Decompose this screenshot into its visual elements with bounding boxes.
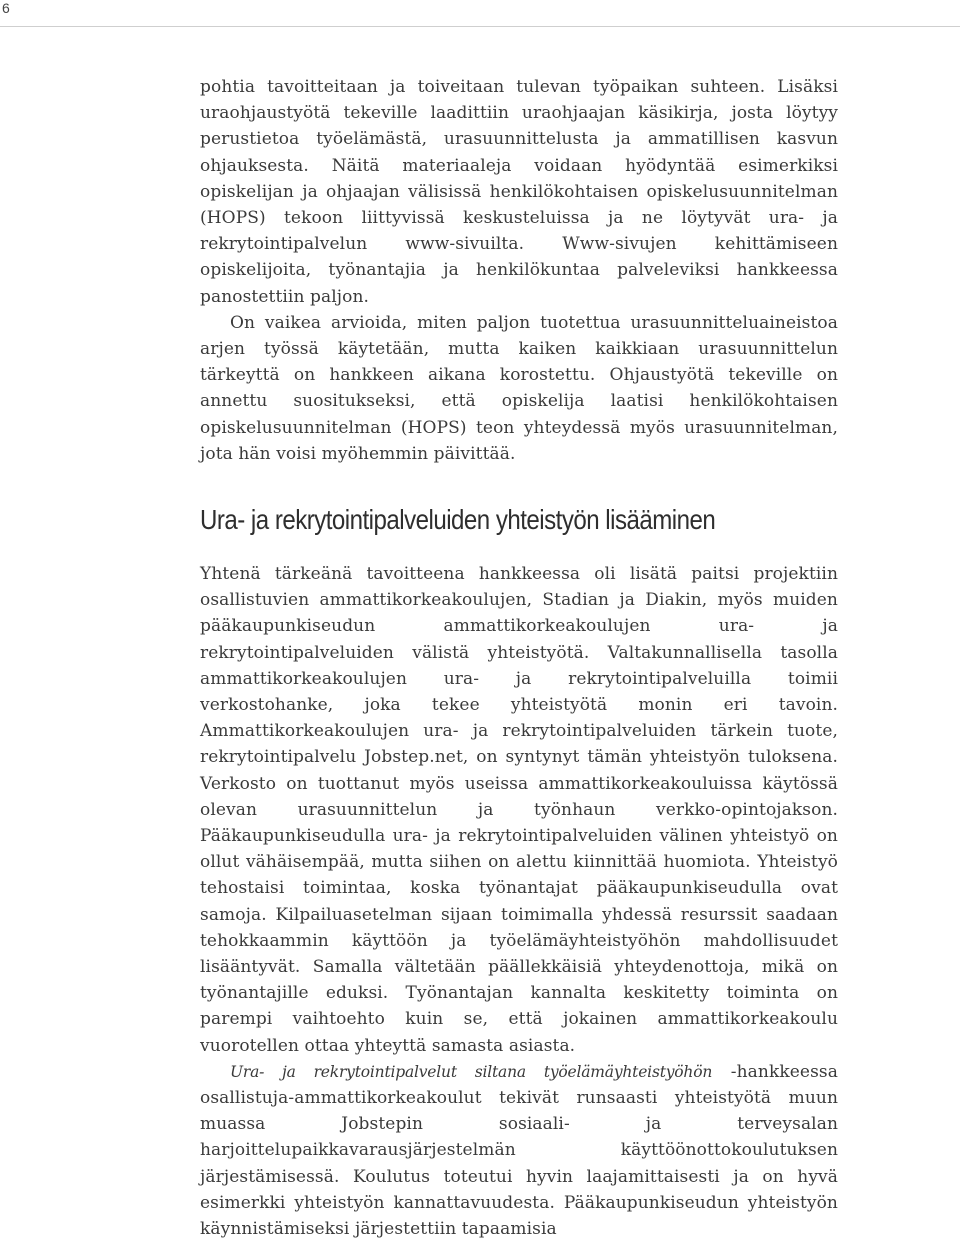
header-divider [0, 26, 960, 27]
intro-text-block [200, 74, 838, 467]
section-heading: Ura- ja rekrytointipalveluiden yhteistyön lisääminen [200, 504, 716, 535]
section-paragraph-2-text: -hankkeessa osallistuja-ammattikorkeakoulut tekivät runsaasti yhteistyötä muun muassa Jobstepin sosiaali- ja terveysalan harjoittelupaikkavarausjärjestelmän käyttöönottokoulutuksen järjestämisessä. Koulutus toteutui hyvin laajamittaisesti ja on hyvä esimerkki yhteistyön kannattavuudesta. Pääkaupunkiseudun yhteistyön käynnistämiseksi järjestettiin tapaamisia [200, 1061, 838, 1240]
section-text-block [200, 561, 838, 1242]
intro-paragraph-1: pohtia tavoitteitaan ja toiveitaan tulevan työpaikan suhteen. Lisäksi uraohjaustyötä tekeville laadittiin uraohjaajan käsikirja, josta löytyy perustietoa työelämästä, urasuunnittelusta ja ammatillisen kasvun ohjauksesta. Näitä materiaaleja voidaan hyödyntää esimerkiksi opiskelijan ja ohjaajan välisissä henkilökohtaisen opiskelusuunnitelman (HOPS) tekoon liittyvissä keskusteluissa ja ne löytyvät ura- ja rekrytointipalvelun www-sivuilta. Www-sivujen kehittämiseen opiskelijoita, työnantajia ja henkilökuntaa palveleviksi hankkeessa panostettiin paljon. [200, 77, 838, 307]
intro-paragraph-2: On vaikea arvioida, miten paljon tuotettua urasuunnitteluaineistoa arjen työssä käytetään, mutta kaiken kaikkiaan urasuunnittelun tärkeyttä on hankkeen aikana korostettu. Ohjaustyötä tekeville on annettu suositukseksi, että opiskelija laatisi henkilökohtaisen opiskelusuunnitelman (HOPS) teon yhteydessä myös urasuunnitelman, jota hän voisi myöhemmin päivittää. [200, 312, 838, 464]
section-paragraph-1: Yhtenä tärkeänä tavoitteena hankkeessa oli lisätä paitsi projektiin osallistuvien ammattikorkeakoulujen, Stadian ja Diakin, myös muiden pääkaupunkiseudun ammattikorkeakoulujen ura- ja rekrytointipalveluiden välistä yhteistyötä. Valtakunnallisella tasolla ammattikorkeakoulujen ura- ja rekrytointipalveluilla toimii verkostohanke, joka tekee yhteistyötä monin eri tavoin. Ammattikorkeakoulujen ura- ja rekrytointipalveluiden tärkein tuote, rekrytointipalvelu Jobstep.net, on syntynyt tämän yhteistyön tuloksena. Verkosto on tuottanut myös useissa ammattikorkeakouluissa käytössä olevan urasuunnittelun ja työnhaun verkko-opintojakson. Pääkaupunkiseudulla ura- ja rekrytointipalveluiden välinen yhteistyö on ollut vähäisempää, mutta siihen on alettu kiinnittää huomiota. Yhteistyö tehostaisi toimintaa, koska työnantajat pääkaupunkiseudulla ovat samoja. Kilpailuasetelman sijaan toimimalla yhdessä resurssit saadaan tehokkaammin käyttöön ja työelämäyhteistyöhön mahdollisuudet lisääntyvät. Samalla vältetään päällekkäisiä yhteydenottoja, mikä on työnantajille eduksi. Työnantajan kannalta keskitetty toiminta on parempi vaihtoehto kuin se, että jokainen ammattikorkeakoulu vuorotellen ottaa yhteyttä samasta asiasta. [200, 564, 838, 1056]
project-title: Ura- ja rekrytointipalvelut siltana työelämäyhteistyöhön [230, 1062, 713, 1081]
section-paragraph-2 [200, 1059, 838, 1242]
page-number: 6 [2, 0, 10, 16]
